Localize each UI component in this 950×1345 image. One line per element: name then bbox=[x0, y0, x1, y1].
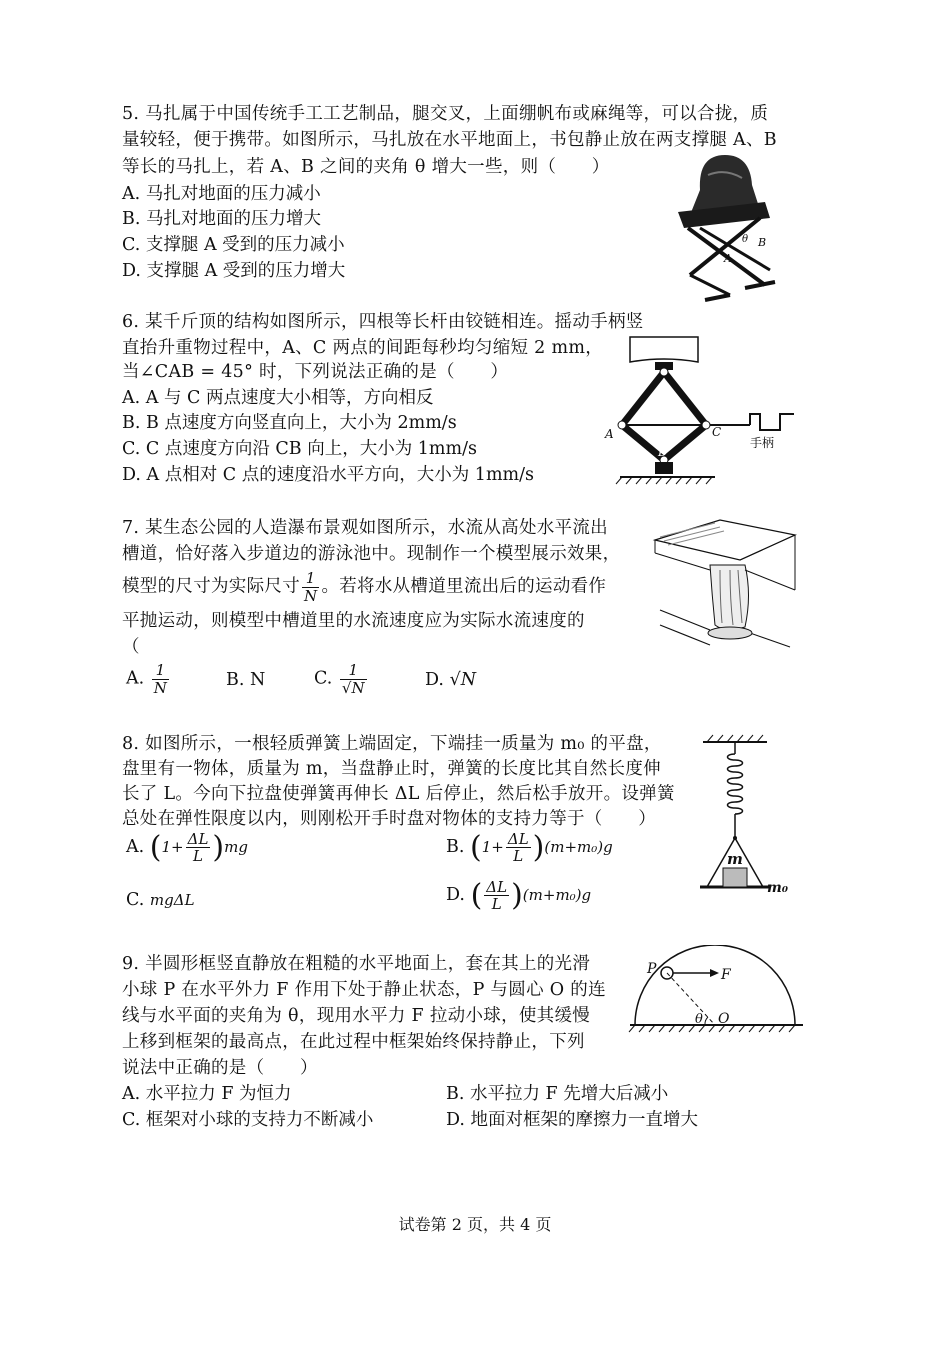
q8-fig-m: m bbox=[727, 850, 743, 868]
q8-option-b-letter: B. bbox=[446, 837, 465, 857]
q6-fig-a: A bbox=[605, 427, 614, 441]
q7-line-3-tail: 。若将水从槽道里流出后的运动看作 bbox=[321, 576, 607, 597]
q8-option-d: D. ( $\frac{\Delta L}{L}$ )(m+m₀)g bbox=[446, 877, 592, 913]
page-footer: 试卷第 2 页，共 4 页 bbox=[398, 1215, 552, 1234]
q8-option-a-letter: A. bbox=[126, 837, 145, 857]
q9-line-5: 说法中正确的是（ ） bbox=[122, 1058, 318, 1078]
q5-option-a: A. 马扎对地面的压力减小 bbox=[122, 184, 321, 204]
q6-option-c: C. C 点速度方向沿 CB 向上，大小为 1mm/s bbox=[122, 439, 477, 459]
q6-fig-b: B bbox=[658, 383, 667, 397]
q8-option-c bbox=[126, 890, 195, 910]
q8-d-num: ΔL bbox=[486, 877, 508, 896]
q5-line-1: 5. 马扎属于中国传统手工工艺制品，腿交叉，上面绷帆布或麻绳等，可以合拢，质 bbox=[122, 104, 769, 124]
q7-line-5: （ bbox=[122, 637, 140, 657]
q9-fig-p: P bbox=[647, 961, 657, 977]
q9-line-4: 上移到框架的最高点，在此过程中框架始终保持静止，下列 bbox=[122, 1032, 585, 1052]
q7-option-b: B. N bbox=[226, 670, 266, 690]
q7-line-1: 7. 某生态公园的人造瀑布景观如图所示，水流从高处水平流出 bbox=[122, 518, 608, 538]
q7-option-a-letter: A. bbox=[126, 668, 145, 689]
q5-option-d: D. 支撑腿 A 受到的压力增大 bbox=[122, 261, 346, 281]
q6-line-1: 6. 某千斤顶的结构如图所示，四根等长杆由铰链相连。摇动手柄竖 bbox=[122, 312, 644, 332]
q7-option-c-letter: C. bbox=[314, 668, 333, 689]
q9-fig-o: O bbox=[718, 1011, 730, 1027]
q6-jack-figure bbox=[600, 332, 800, 487]
q7-line-3-head: 模型的尺寸为实际尺寸 bbox=[122, 576, 300, 597]
q5-fig-theta: θ bbox=[742, 234, 749, 245]
q7-c-num: 1 bbox=[340, 662, 367, 680]
q8-line-1: 8. 如图所示，一根轻质弹簧上端固定，下端挂一质量为 m₀ 的平盘， bbox=[122, 734, 662, 754]
q9-fig-theta: θ bbox=[695, 1012, 703, 1027]
q8-line-4: 总处在弹性限度以内，则刚松开手时盘对物体的支持力等于（ ） bbox=[122, 809, 656, 829]
q7-line-3 bbox=[122, 570, 606, 604]
q6-line-2: 直抬升重物过程中，A、C 两点的间距每秒均匀缩短 2 mm， bbox=[122, 338, 604, 358]
q6-fig-d: D bbox=[658, 445, 668, 459]
q7-frac-den: N bbox=[304, 586, 318, 605]
q8-line-2: 盘里有一物体，质量为 m，当盘静止时，弹簧的长度比其自然长度伸 bbox=[122, 759, 661, 779]
q8-a-mg: mg bbox=[224, 838, 248, 856]
q8-b-den: L bbox=[513, 847, 524, 865]
q9-line-1: 9. 半圆形框竖直静放在粗糙的水平地面上，套在其上的光滑 bbox=[122, 954, 591, 974]
q9-option-d: D. 地面对框架的摩擦力一直增大 bbox=[446, 1110, 699, 1130]
q8-b-mm0g: (m+m₀)g bbox=[544, 838, 613, 856]
q5-fig-b: B bbox=[758, 236, 767, 249]
q6-fig-c: C bbox=[712, 425, 722, 439]
q5-line-3: 等长的马扎上，若 A、B 之间的夹角 θ 增大一些，则（ ） bbox=[122, 157, 610, 177]
q8-d-den: L bbox=[491, 895, 502, 913]
q5-stool-figure bbox=[670, 150, 790, 305]
q8-d-mm0g: (m+m₀)g bbox=[522, 886, 592, 904]
q8-line-3: 长了 L。今向下拉盘使弹簧再伸长 ΔL 后停止，然后松手放开。设弹簧 bbox=[122, 784, 675, 804]
q9-option-a: A. 水平拉力 F 为恒力 bbox=[122, 1084, 292, 1104]
q9-option-b: B. 水平拉力 F 先增大后减小 bbox=[446, 1084, 669, 1104]
q7-a-den: N bbox=[153, 678, 167, 697]
q6-fig-handle: 手柄 bbox=[750, 436, 775, 450]
q8-a-one: 1+ bbox=[161, 838, 184, 856]
q7-option-d bbox=[425, 670, 476, 690]
q7-option-a bbox=[126, 662, 171, 696]
q8-a-den: L bbox=[193, 847, 203, 865]
q9-fig-f: F bbox=[721, 967, 731, 983]
q6-line-3: 当∠CAB = 45° 时，下列说法正确的是（ ） bbox=[122, 362, 509, 382]
q5-fig-a: A bbox=[724, 252, 732, 265]
q8-option-c-letter: C. bbox=[126, 890, 145, 910]
q8-b-one: 1+ bbox=[481, 838, 504, 856]
q5-option-b: B. 马扎对地面的压力增大 bbox=[122, 209, 321, 229]
q8-option-b: B. (1+ $\frac{\Delta L}{L}$ )(m+m₀)g bbox=[446, 829, 613, 865]
q5-line-2: 量较轻，便于携带。如图所示，马扎放在水平地面上，书包静止放在两支撑腿 A、B bbox=[122, 130, 777, 150]
q8-option-a: A. (1+ $\frac{\Delta L}{L}$ )mg bbox=[126, 829, 248, 865]
q8-b-num: ΔL bbox=[507, 829, 529, 848]
q7-frac-num: 1 bbox=[302, 570, 319, 588]
q6-option-b: B. B 点速度方向竖直向上，大小为 2mm/s bbox=[122, 413, 457, 433]
q7-option-d-letter: D. bbox=[425, 670, 444, 690]
q9-line-2: 小球 P 在水平外力 F 作用下处于静止状态，P 与圆心 O 的连 bbox=[122, 980, 606, 1000]
q7-line-4: 平抛运动，则模型中槽道里的水流速度应为实际水流速度的 bbox=[122, 611, 585, 631]
q8-c-value: mgΔL bbox=[149, 891, 195, 909]
q7-a-num: 1 bbox=[152, 662, 169, 680]
q7-waterfall-figure bbox=[650, 515, 800, 655]
q7-line-2: 槽道，恰好落入步道边的游泳池中。现制作一个模型展示效果， bbox=[122, 544, 621, 564]
q6-option-d: D. A 点相对 C 点的速度沿水平方向，大小为 1mm/s bbox=[122, 465, 535, 485]
q7-option-c bbox=[314, 662, 369, 696]
q8-fig-m0: m₀ bbox=[767, 880, 788, 896]
q9-semicircle-figure bbox=[625, 945, 805, 1035]
q5-option-c: C. 支撑腿 A 受到的压力减小 bbox=[122, 235, 345, 255]
q6-option-a: A. A 与 C 两点速度大小相等，方向相反 bbox=[122, 388, 434, 408]
q9-line-3: 线与水平面的夹角为 θ，现用水平力 F 拉动小球，使其缓慢 bbox=[122, 1006, 591, 1026]
q7-c-den: √N bbox=[341, 678, 365, 697]
q7-option-d-value: √N bbox=[449, 670, 477, 690]
q8-a-num: ΔL bbox=[187, 829, 209, 848]
q7-fraction bbox=[302, 570, 319, 604]
q8-option-d-letter: D. bbox=[446, 885, 465, 905]
q8-spring-figure bbox=[695, 732, 795, 907]
q9-option-c: C. 框架对小球的支持力不断减小 bbox=[122, 1110, 374, 1130]
